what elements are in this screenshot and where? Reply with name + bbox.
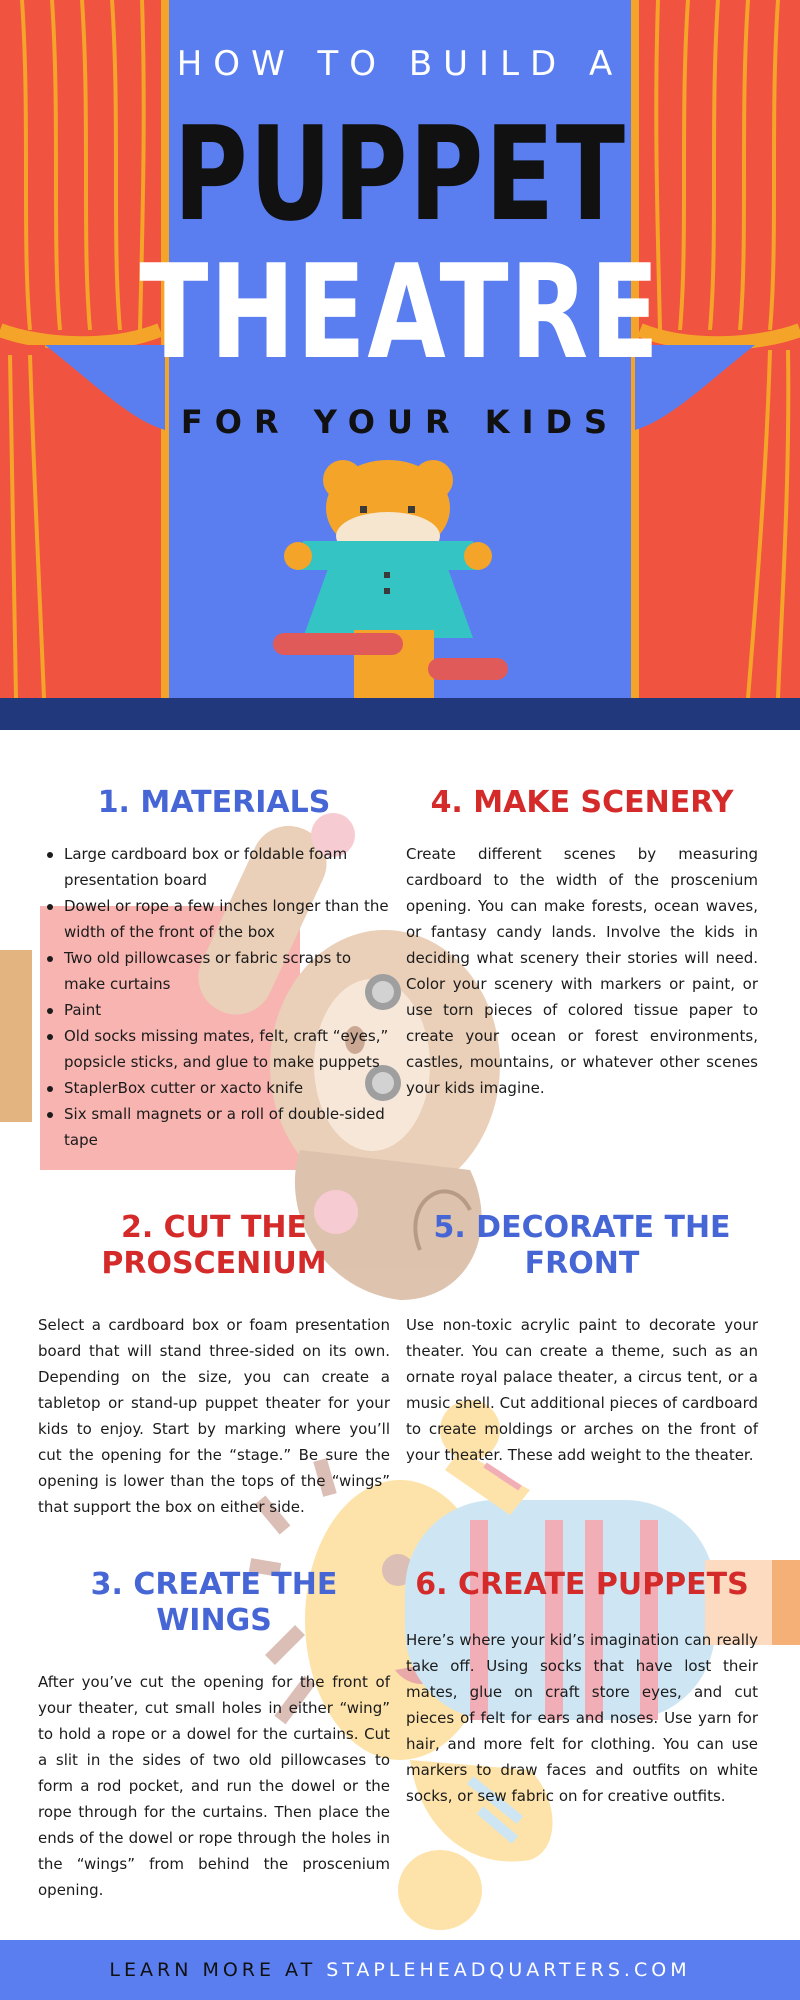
header-kicker-bottom: FOR YOUR KIDS [180,403,620,441]
section-make-scenery [406,785,758,1101]
proscenium-body: Select a cardboard box or foam presentation board that will stand three-sided on its own. Depending on the size, you can create a tabletop or stand-up puppet theater for your kids to enjoy. Start by marking where you’ll cut the opening for the “stage.” Be sure the opening is lower than the tops of the “wings” that support the box on either side. [38,1316,390,1516]
section-create-wings [38,1567,390,1903]
decorate-body: Use non-toxic acrylic paint to decorate your theater. You can create a theme, such as an ornate royal palace theater, a circus tent, or a music shell. Cut additional pieces of cardboard to create moldings or arches on the front of your theater. These add weight to the theater. [406,1316,758,1464]
proscenium-title [38,1210,390,1282]
materials-title: 1. MATERIALS [97,785,331,820]
materials-item: Large cardboard box or foldable foam presentation board [38,841,390,893]
wings-title [38,1567,390,1639]
footer-prefix: LEARN MORE AT [109,1959,327,1981]
bear-puppet-icon [268,458,528,698]
wings-body: After you’ve cut the opening for the front of your theater, cut small holes in either “wing” to hold a rope or a dowel for the curtains. Cut a slit in the sides of two old pillowcases to form a rod pocket, and run the dowel or the rope through for the curtains. Then place the ends of the dowel or rope through the holes in the “wings” from behind the proscenium opening. [38,1673,390,1899]
wings-title-line1: 3. CREATE THE [90,1567,338,1602]
proscenium-title-line2: PROSCENIUM [101,1246,327,1281]
footer-banner [0,1940,800,2000]
header-kicker-top: HOW TO BUILD A [176,44,624,84]
proscenium-title-line1: 2. CUT THE [120,1210,308,1245]
decorate-title-line2: FRONT [524,1246,640,1281]
section-decorate-front [406,1210,758,1468]
decorate-title-line1: 5. DECORATE THE [433,1210,731,1245]
materials-list [38,841,390,1153]
section-cut-proscenium [38,1210,390,1520]
decorate-title [406,1210,758,1282]
wings-title-line2: WINGS [156,1603,272,1638]
header-band [0,698,800,730]
scenery-body: Create different scenes by measuring cardboard to the width of the proscenium opening. You can make forests, ocean waves, or fantasy candy lands. Involve the kids in deciding what scenery their stories will need. Color your scenery with markers or paint, or use torn pieces of colored tissue paper to create your ocean or forest environments, castles, mountains, or whatever other scenes your kids imagine. [406,845,758,1097]
title-line-theatre: THEATRE [139,236,661,388]
materials-item: Dowel or rope a few inches longer than the width of the front of the box [38,893,390,945]
header-banner [0,0,800,698]
title-line-puppet: PUPPET [173,98,627,250]
section-materials [38,785,390,1153]
section-create-puppets [406,1567,758,1809]
materials-item: StaplerBox cutter or xacto knife [38,1075,390,1101]
puppets-title: 6. CREATE PUPPETS [415,1567,749,1602]
puppets-body: Here’s where your kid’s imagination can really take off. Using socks that have lost their mates, glue on craft store eyes, and cut pieces of felt for ears and noses. Use yarn for hair, and more felt for clothing. You can use markers to draw faces and outfits on white socks, or sew fabric on for creative outfits. [406,1631,758,1805]
materials-item: Old socks missing mates, felt, craft “eyes,” popsicle sticks, and glue to make puppets [38,1023,390,1075]
footer-website-link[interactable]: STAPLEHEADQUARTERS.COM [326,1959,691,1981]
scenery-title: 4. MAKE SCENERY [430,785,734,820]
materials-item: Six small magnets or a roll of double-sided tape [38,1101,390,1153]
footer-text [0,1940,800,2000]
materials-item: Paint [38,997,390,1023]
materials-item: Two old pillowcases or fabric scraps to make curtains [38,945,390,997]
